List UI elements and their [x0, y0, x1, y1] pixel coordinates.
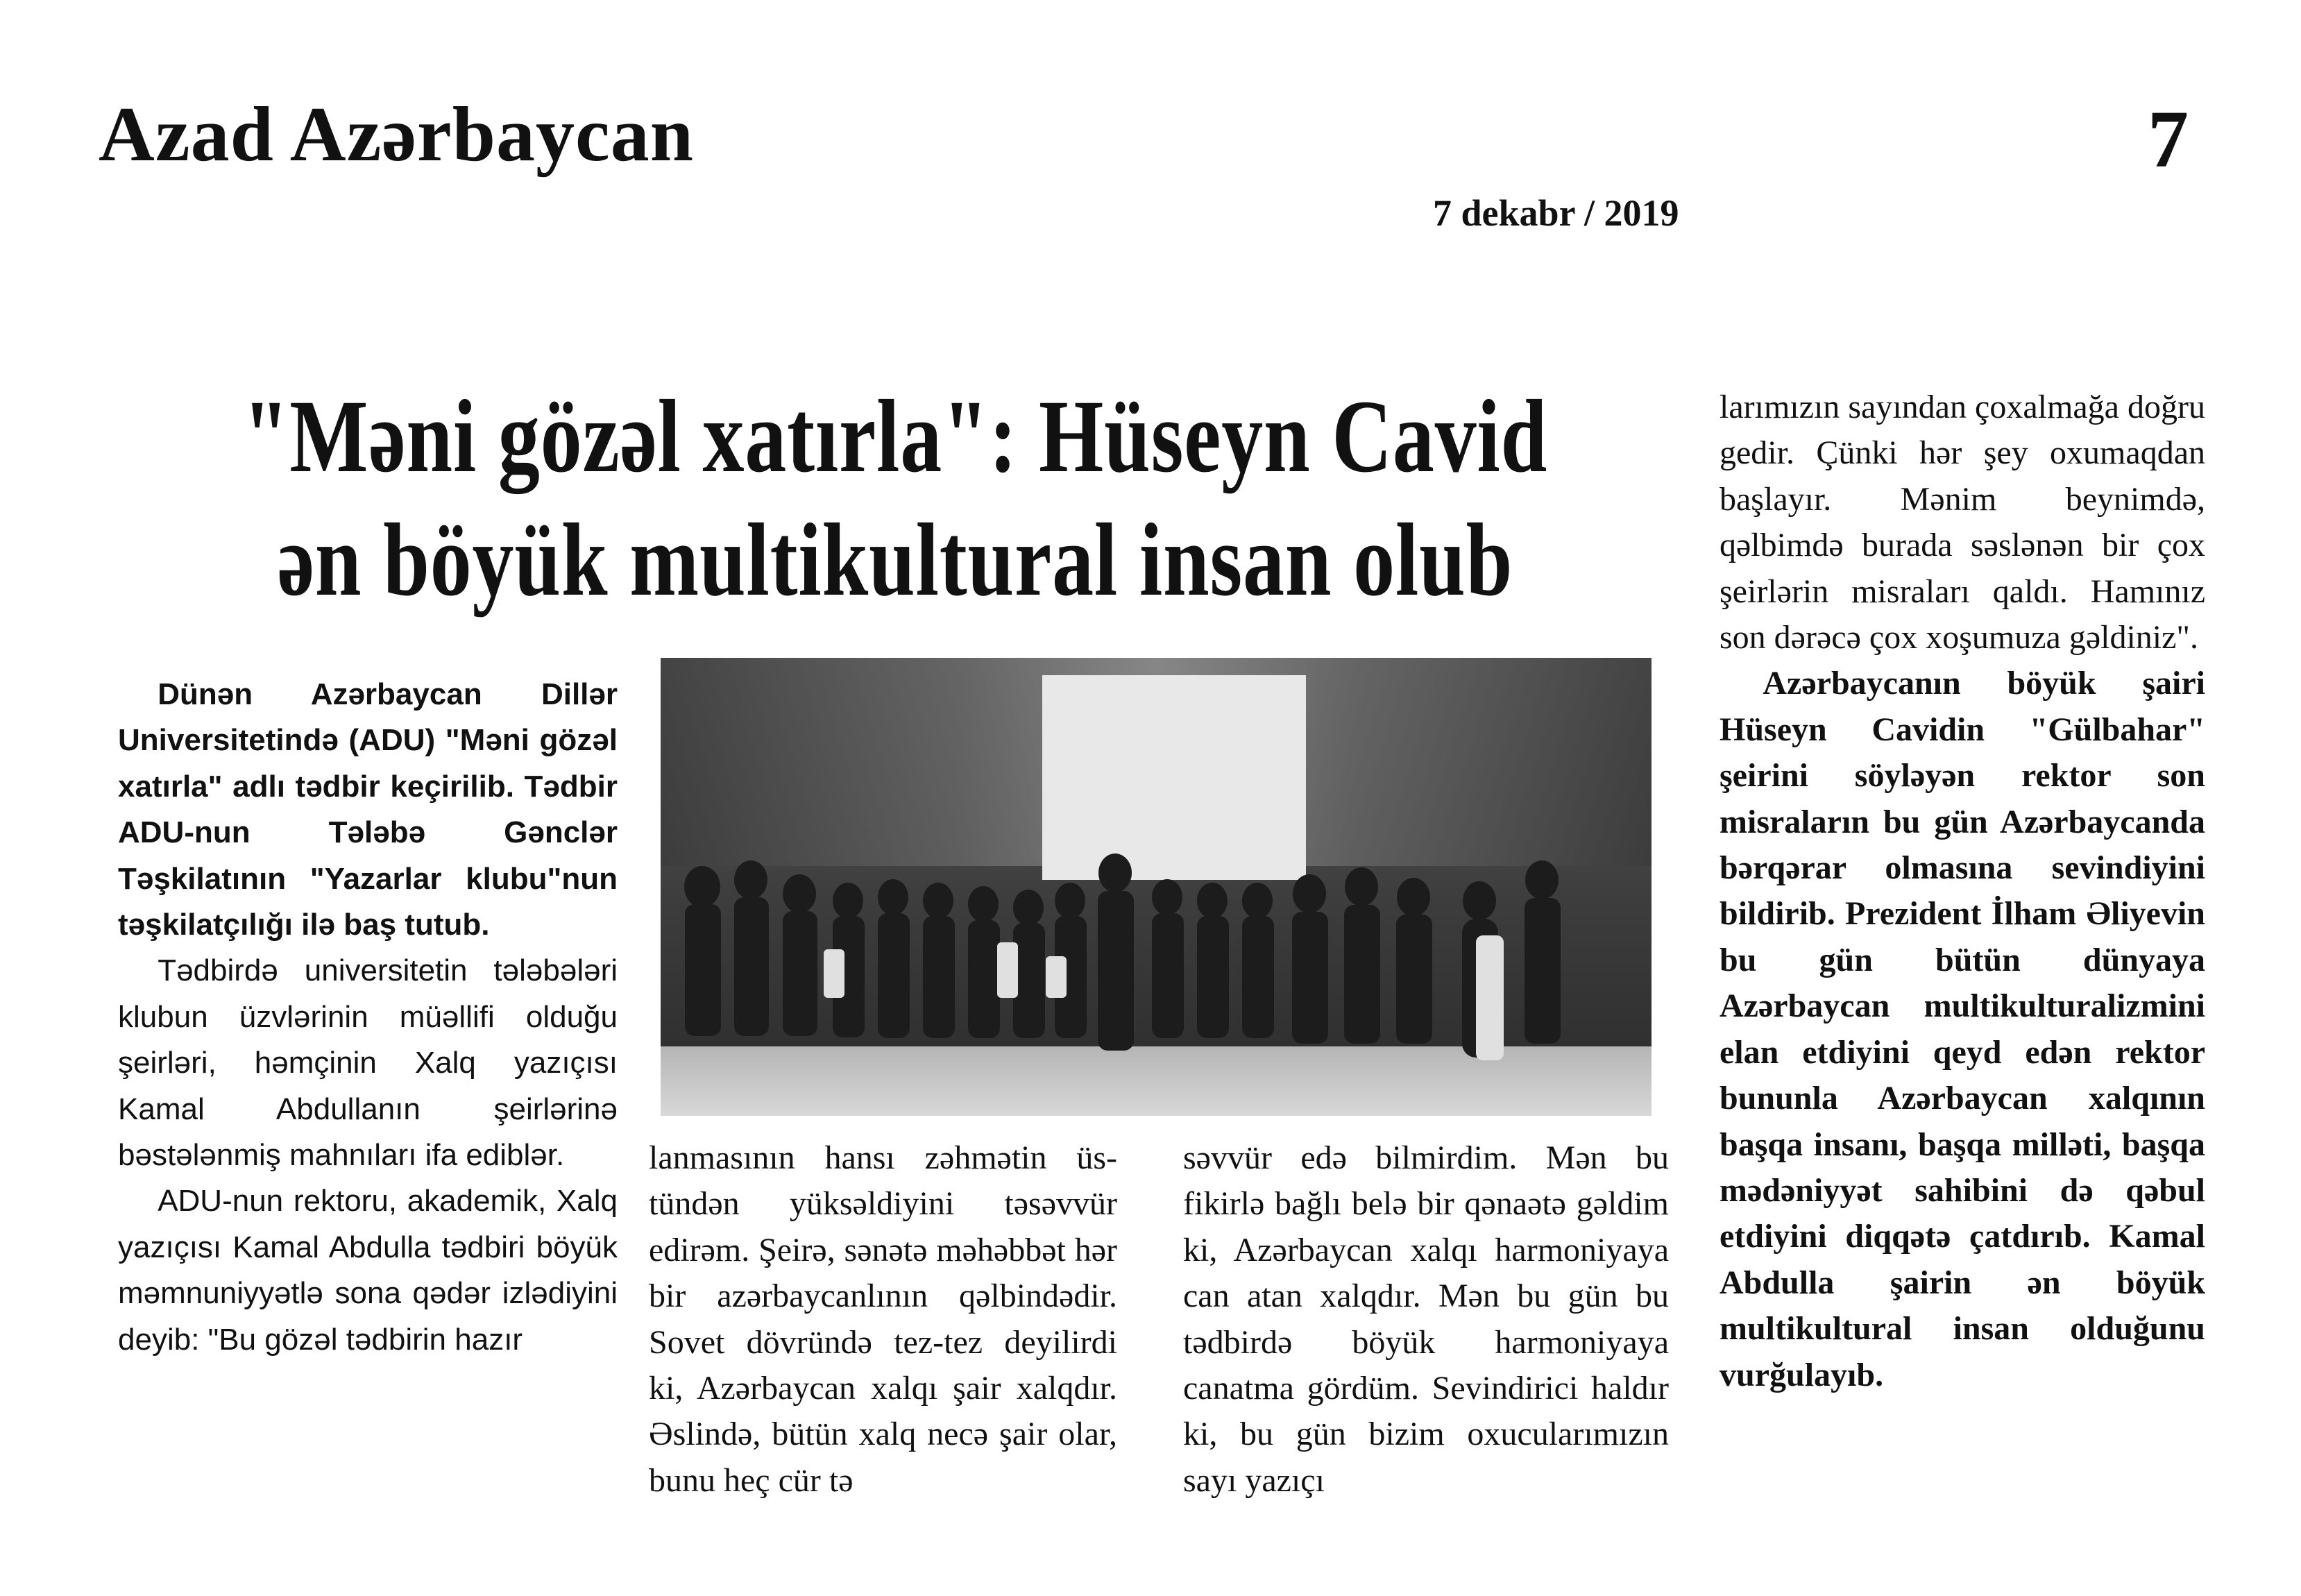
article-column-4	[1720, 384, 2205, 1398]
article-column-3	[1183, 1135, 1669, 1504]
page-number: 7	[2148, 94, 2189, 185]
photo-of-event-icon	[661, 658, 1652, 1116]
article-paragraph: səvvür edə bilmirdim. Mən bu fikirlə bağlı belə bir qənaətə gəldim ki, Azərbaycan xalqı harmoniyaya can atan xalqdır. Mən bu gün bu tədbirdə böyük harmoniyaya canatma gördüm. Sevindirici haldır ki, bu gün bizim oxucularımızın sayı yazıçı	[1183, 1139, 1669, 1499]
article-lead: Dünən Azərbaycan Dillər Universitetində (ADU) "Məni gözəl xatırla" adlı tədbir keçirilib. Tədbir ADU-nun Tələbə Gənclər Təşkilatının "Yazarlar klubu"nun təşkilatçılığı ilə baş tutub.	[118, 677, 618, 942]
headline-line-2: ən böyük multikultural insan olub	[277, 502, 1513, 618]
article-paragraph: Azərbaycanın böyük şairi Hüseyn Cavidin "Gülbahar" şeirini söyləyən rektor son misraların bu gün Azərbaycanda bərqərar olmasına sevindiyini bildirib. Prezident İlham Əliyevin bu gün bütün dünyaya Azərbaycan multikulturalizmini elan etdiyini qeyd edən rektor bununla Azərbaycan xalqının başqa insanı, başqa milləti, başqa mədəniyyət sahibini də qəbul etdiyini diqqətə çatdırıb. Kamal Abdulla şairin ən böyük multikultural insan olduğunu vurğulayıb.	[1720, 665, 2205, 1393]
publication-title: Azad Azərbaycan	[99, 92, 695, 178]
article-column-2	[649, 1135, 1117, 1504]
article-paragraph: ADU-nun rektoru, akademik, Xalq yazıçısı Kamal Abdulla tədbiri böyük məmnuniyyətlə sona qədər izlədiyini deyib: "Bu gözəl tədbirin hazır	[118, 1184, 618, 1357]
article-paragraph: Tədbirdə universitetin tələbələri klubun üzvlərinin müəllifi olduğu şeirləri, həmçinin Xalq yazıçısı Kamal Abdullanın şeirlərinə bəstələnmiş mahnıları ifa ediblər.	[118, 953, 618, 1173]
headline-line-1: "Məni gözəl xatırla": Hüseyn Cavid	[242, 379, 1548, 494]
article-paragraph: larımızın sayından çoxalmağa doğru gedir. Çünki hər şey oxumaqdan başlayır. Mənim beynimdə, qəlbimdə burada səslənən bir çox şeirlərin misraları qaldı. Hamınız son dərəcə çox xoşumuza gəldiniz".	[1720, 389, 2205, 656]
issue-date: 7 dekabr / 2019	[1433, 192, 1679, 234]
article-headline	[101, 375, 1689, 622]
article-paragraph: lanmasının hansı zəhmətin üstündən yüksəldiyini təsəvvür edirəm. Şeirə, sənətə məhəbbət hər bir azərbaycanlının qəlbindədir. Sovet dövründə tez-tez deyilirdi ki, Azərbaycan xalqı şair xalqdır. Əslində, bütün xalq necə şair olar, bunu heç cür tə	[649, 1139, 1117, 1499]
event-photo	[661, 658, 1652, 1116]
article-column-1	[118, 672, 618, 1363]
